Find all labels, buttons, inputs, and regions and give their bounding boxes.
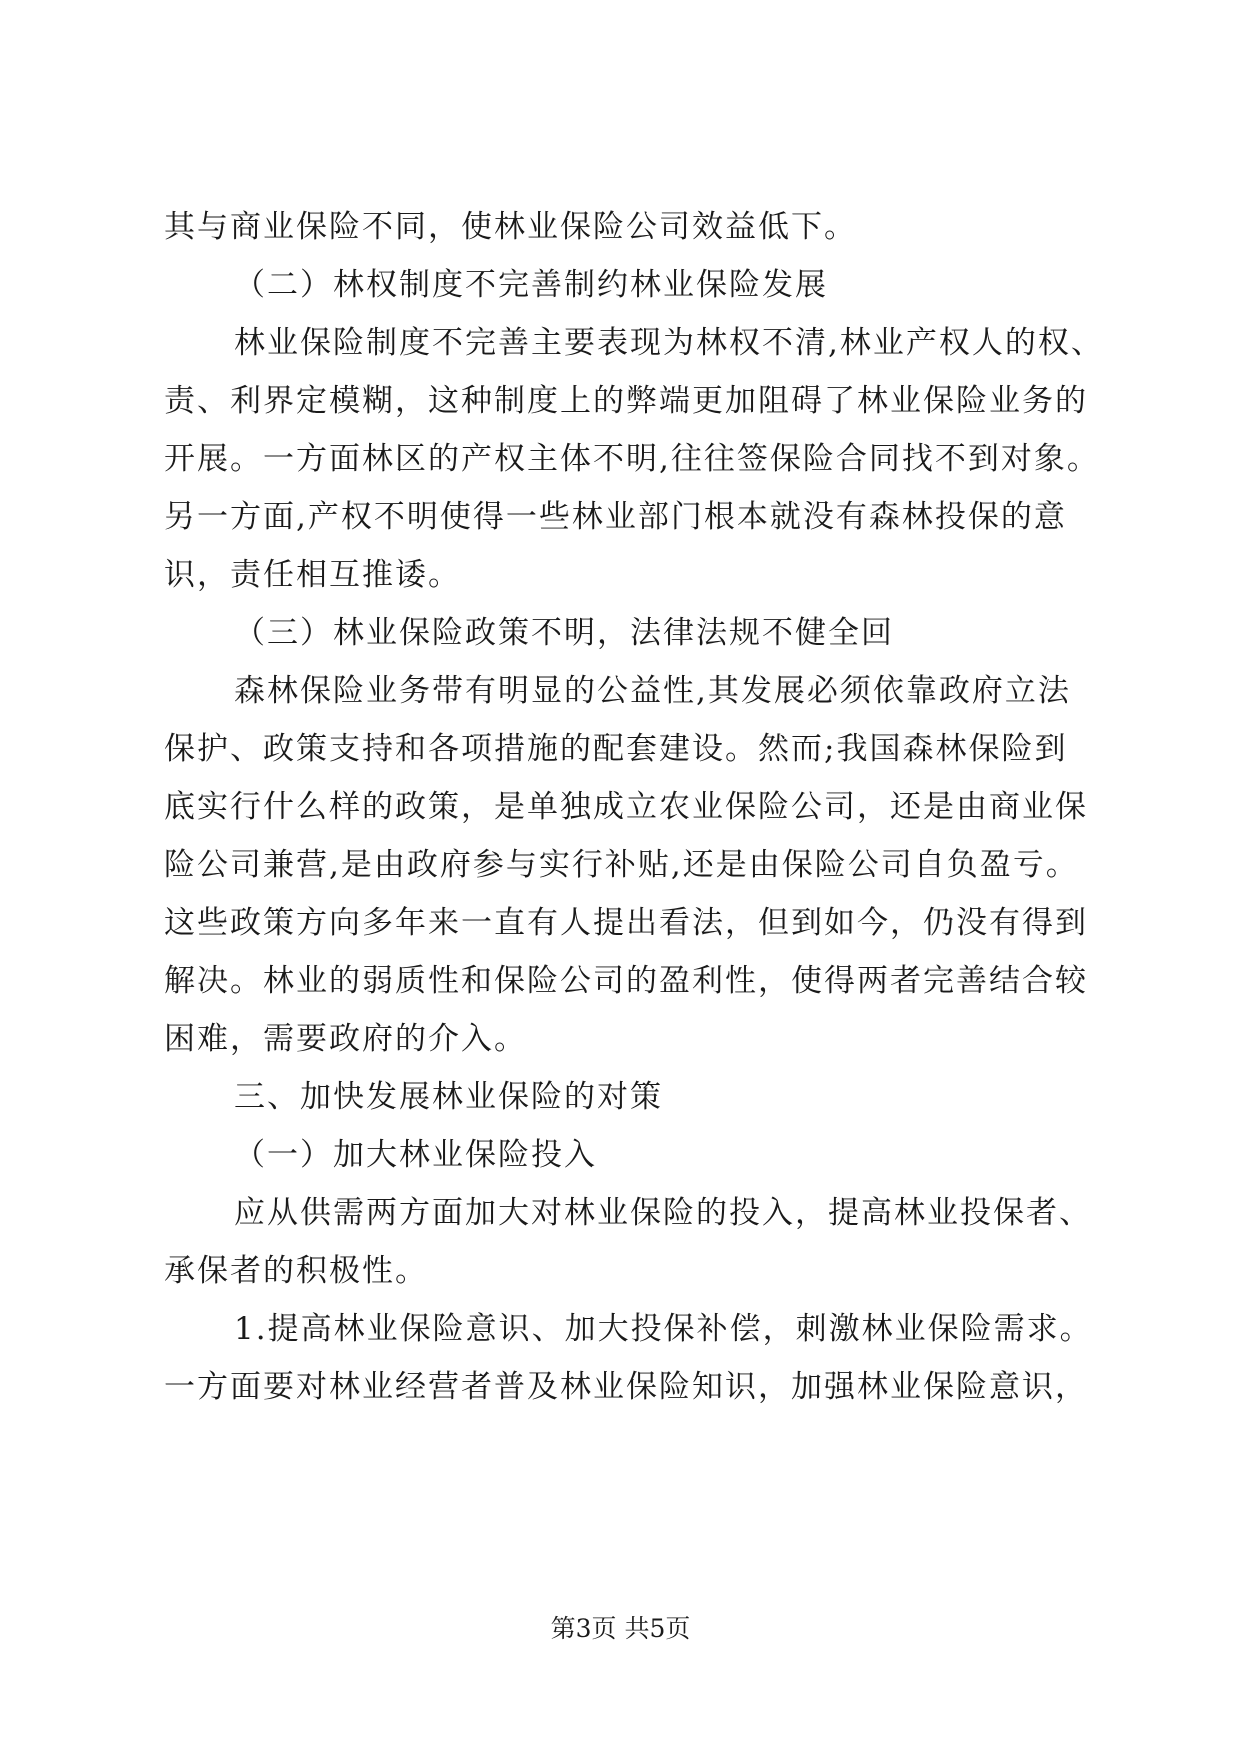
document-body — [164, 198, 1124, 1416]
text-line: 困难，需要政府的介入。 — [164, 1021, 527, 1057]
section-heading: （三）林业保险政策不明，法律法规不健全回 — [234, 615, 894, 651]
text-line: 解决。林业的弱质性和保险公司的盈利性，使得两者完善结合较 — [164, 963, 1088, 999]
text-line: 其与商业保险不同，使林业保险公司效益低下。 — [164, 209, 857, 245]
page-number: 第3页 共5页 — [550, 1614, 691, 1643]
text-line: 责、利界定模糊，这种制度上的弊端更加阻碍了林业保险业务的 — [164, 383, 1088, 419]
section-heading: （一）加大林业保险投入 — [234, 1137, 597, 1173]
text-line: 应从供需两方面加大对林业保险的投入，提高林业投保者、 — [234, 1195, 1092, 1231]
section-heading: （二）林权制度不完善制约林业保险发展 — [234, 267, 828, 303]
text-line: 1.提高林业保险意识、加大投保补偿，刺激林业保险需求。 — [234, 1311, 1093, 1347]
text-line: 识，责任相互推诿。 — [164, 557, 461, 593]
text-line: 开展。一方面林区的产权主体不明,往往签保险合同找不到对象。 — [164, 441, 1100, 477]
text-line: 承保者的积极性。 — [164, 1253, 428, 1289]
text-line: 底实行什么样的政策，是单独成立农业保险公司，还是由商业保 — [164, 789, 1088, 825]
text-line: 保护、政策支持和各项措施的配套建设。然而;我国森林保险到 — [164, 731, 1068, 767]
section-heading: 三、加快发展林业保险的对策 — [234, 1079, 663, 1115]
text-line: 险公司兼营,是由政府参与实行补贴,还是由保险公司自负盈亏。 — [164, 847, 1079, 883]
text-line: 林业保险制度不完善主要表现为林权不清,林业产权人的权、 — [234, 325, 1104, 361]
text-line: 一方面要对林业经营者普及林业保险知识，加强林业保险意识， — [164, 1369, 1088, 1405]
text-line: 森林保险业务带有明显的公益性,其发展必须依靠政府立法 — [234, 673, 1071, 709]
text-line: 这些政策方向多年来一直有人提出看法，但到如今，仍没有得到 — [164, 905, 1088, 941]
text-line: 另一方面,产权不明使得一些林业部门根本就没有森林投保的意 — [164, 499, 1067, 535]
